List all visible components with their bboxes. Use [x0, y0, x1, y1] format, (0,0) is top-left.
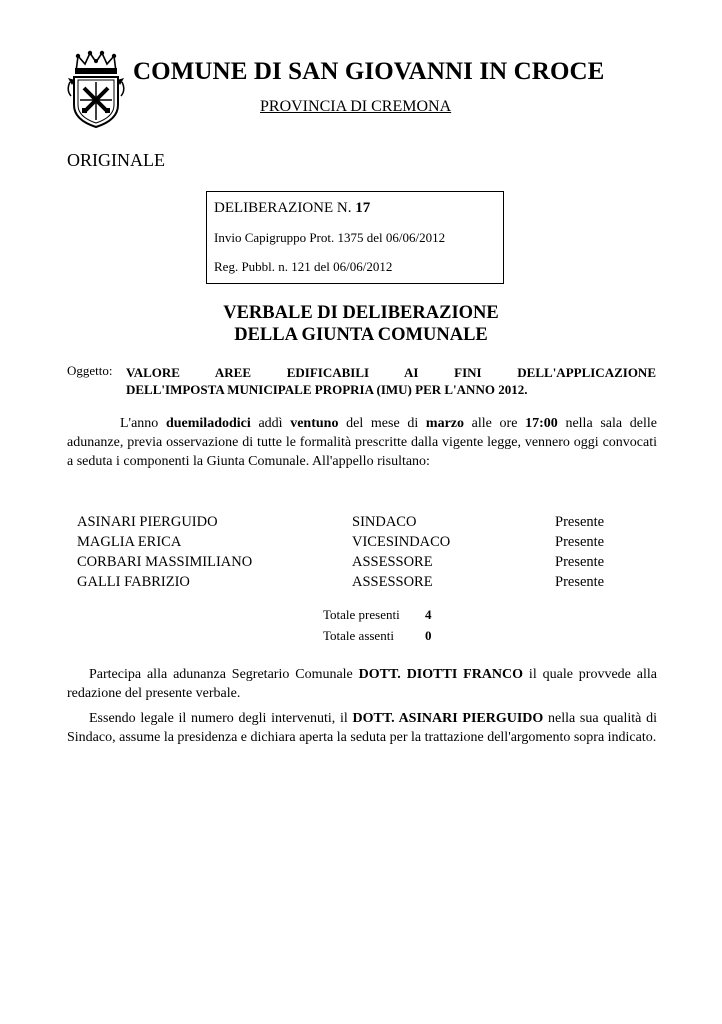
member-role: ASSESSORE	[352, 574, 433, 590]
page-title: COMUNE DI SAN GIOVANNI IN CROCE	[133, 58, 605, 85]
text: alle ore	[464, 416, 526, 431]
oggetto-text	[126, 364, 656, 398]
text: addì	[250, 416, 291, 431]
member-role: ASSESSORE	[352, 554, 433, 570]
deliberation-number-value: 17	[355, 200, 371, 216]
deliberation-number	[214, 200, 370, 217]
oggetto-line1: VALORE AREE EDIFICABILI AI FINI DELL'APPLICAZIONE	[126, 365, 656, 380]
totale-assenti-label: Totale assenti	[323, 628, 394, 643]
paragraph-session	[67, 414, 657, 471]
paragraph-segretario	[67, 665, 657, 703]
text: del mese di	[338, 416, 426, 431]
verbale-heading-line1: VERBALE DI DELIBERAZIONE	[223, 303, 499, 323]
totale-presenti-value: 4	[425, 607, 432, 622]
member-name: ASINARI PIERGUIDO	[77, 514, 218, 530]
totale-assenti-value: 0	[425, 628, 432, 643]
document-status: ORIGINALE	[67, 150, 165, 170]
member-name: MAGLIA ERICA	[77, 534, 182, 550]
session-year: duemiladodici	[165, 416, 251, 431]
text: L'anno	[120, 416, 166, 431]
member-name: CORBARI MASSIMILIANO	[77, 554, 253, 570]
totale-presenti-label: Totale presenti	[323, 607, 400, 622]
coat-of-arms-icon	[66, 50, 126, 130]
member-role: SINDACO	[352, 514, 417, 530]
member-status: Presente	[555, 514, 605, 530]
text: Essendo legale il numero degli intervenuti, il	[89, 711, 353, 726]
province-subtitle: PROVINCIA DI CREMONA	[260, 98, 452, 115]
verbale-heading	[0, 302, 722, 346]
text: nella sua qualità di Sindaco	[67, 711, 657, 745]
member-name: GALLI FABRIZIO	[77, 574, 190, 590]
session-month: marzo	[425, 416, 464, 431]
paragraph-presidenza	[67, 709, 657, 747]
segretario-name: DOTT. DIOTTI FRANCO	[358, 667, 524, 682]
member-status: Presente	[555, 534, 605, 550]
session-day: ventuno	[290, 416, 339, 431]
verbale-heading-line2: DELLA GIUNTA COMUNALE	[234, 325, 488, 345]
text: il quale provvede alla redazione del presente verbale.	[67, 667, 657, 701]
registro-pubblicazione: Reg. Pubbl. n. 121 del 06/06/2012	[214, 259, 393, 274]
text: nella sala delle adunanze, previa osservazione di tutte le formalità prescritte dalla vigente legge, vennero oggi convocati a seduta i componenti la Giunta Comunale. All'appello risultano:	[67, 416, 657, 469]
member-role: VICESINDACO	[352, 534, 451, 550]
text: , assume la presidenza e dichiara aperta la seduta per la trattazione dell'argomento sopra indicato.	[112, 730, 657, 745]
invio-capigruppo: Invio Capigruppo Prot. 1375 del 06/06/2012	[214, 230, 446, 245]
member-status: Presente	[555, 554, 605, 570]
totale-assenti	[323, 628, 432, 644]
oggetto-label: Oggetto:	[67, 363, 113, 378]
totale-presenti	[323, 607, 432, 623]
session-time: 17:00	[525, 416, 558, 431]
member-status: Presente	[555, 574, 605, 590]
oggetto-line2: DELL'IMPOSTA MUNICIPALE PROPRIA (IMU) PER L'ANNO 2012.	[126, 382, 528, 397]
text: Partecipa alla adunanza Segretario Comunale	[89, 667, 359, 682]
presidente-name: DOTT. ASINARI PIERGUIDO	[352, 711, 544, 726]
deliberation-label: DELIBERAZIONE N.	[214, 200, 352, 216]
